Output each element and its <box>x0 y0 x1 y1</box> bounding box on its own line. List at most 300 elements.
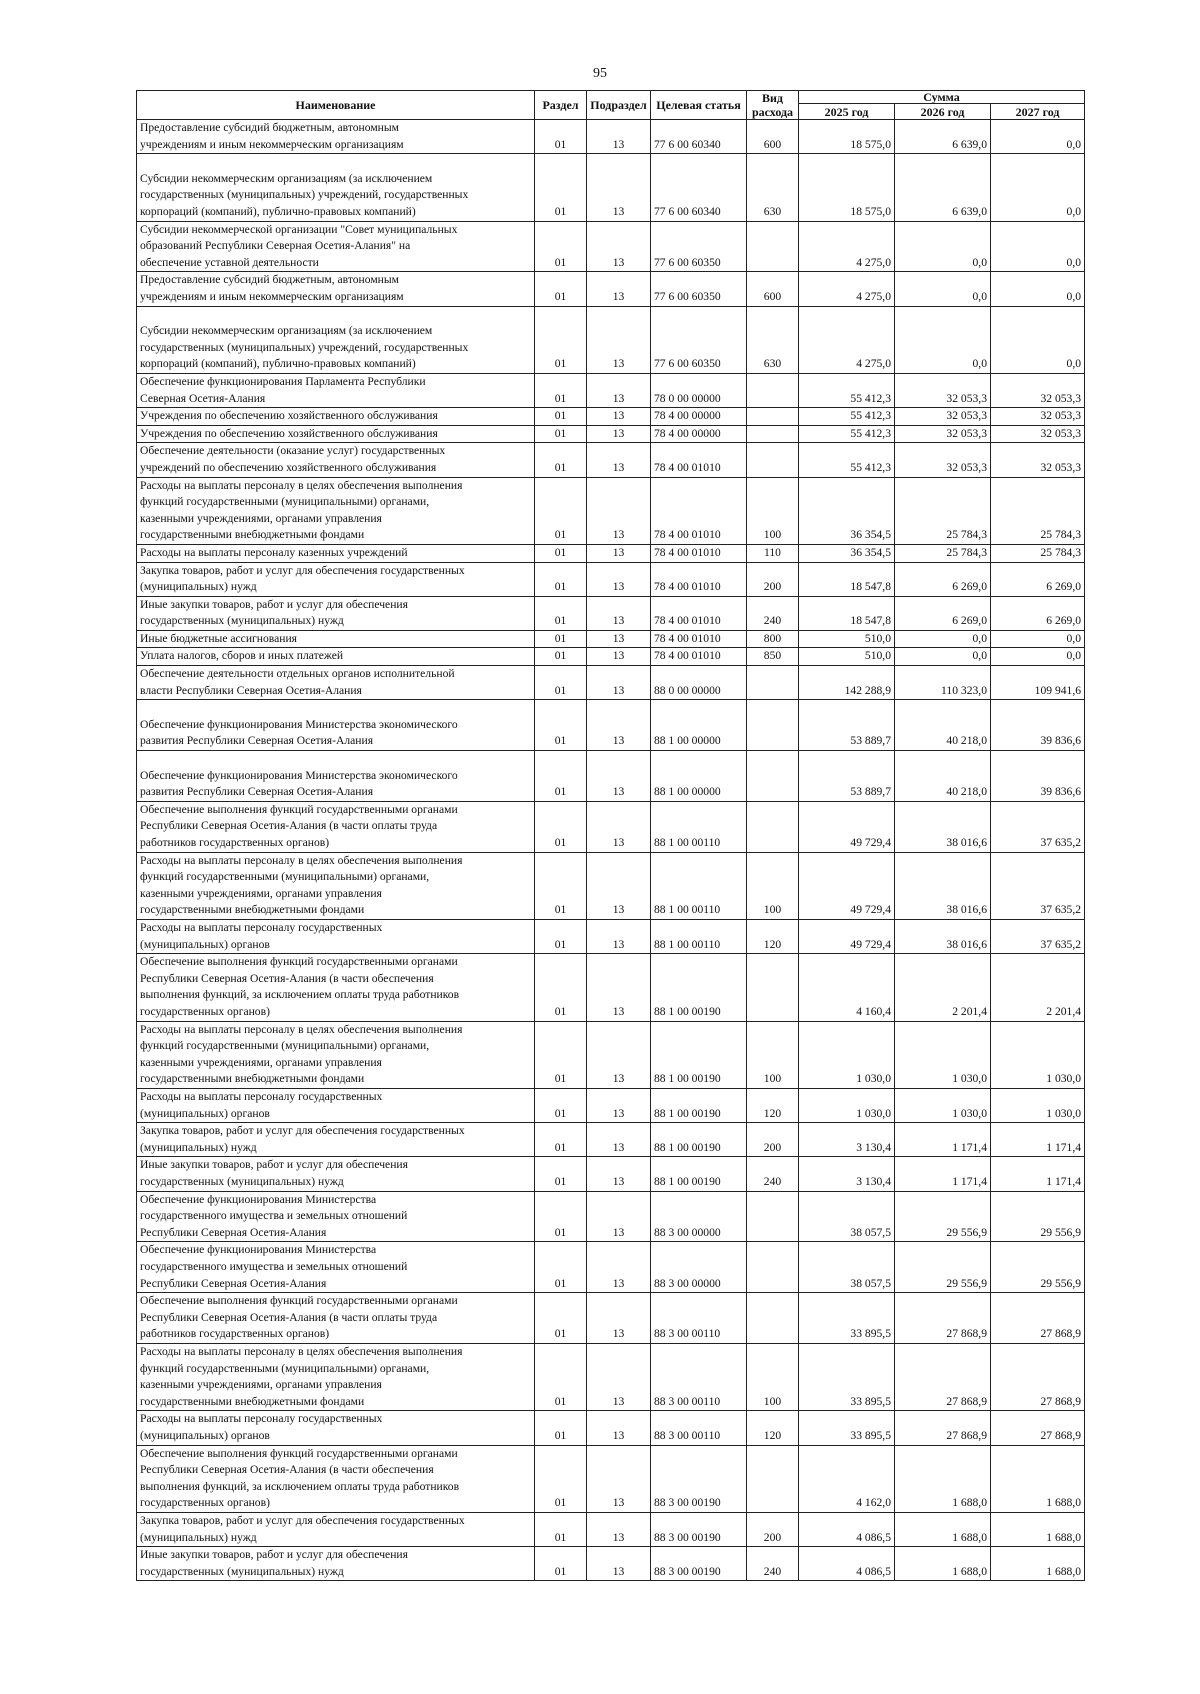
cell-type <box>747 1445 799 1512</box>
cell-target: 78 4 00 01010 <box>651 562 747 596</box>
cell-type: 100 <box>747 852 799 919</box>
table-row <box>137 1445 1085 1512</box>
cell-2026: 1 171,4 <box>895 1123 991 1157</box>
cell-2026: 6 639,0 <box>895 154 991 221</box>
cell-subsection: 13 <box>587 1021 651 1088</box>
cell-section: 01 <box>535 920 587 954</box>
cell-2025: 4 275,0 <box>799 272 895 306</box>
table-row <box>137 630 1085 648</box>
cell-2026: 0,0 <box>895 272 991 306</box>
cell-2026: 6 639,0 <box>895 120 991 154</box>
cell-type: 120 <box>747 920 799 954</box>
cell-2027: 0,0 <box>991 306 1085 373</box>
cell-name: Учреждения по обеспечению хозяйственного обслуживания <box>137 425 535 443</box>
cell-subsection: 13 <box>587 373 651 407</box>
cell-name: Обеспечение функционирования Парламента Республики Северная Осетия-Алания <box>137 373 535 407</box>
header-subsection: Подраздел <box>587 91 651 120</box>
cell-subsection: 13 <box>587 596 651 630</box>
cell-name: Расходы на выплаты персоналу государственных (муниципальных) органов <box>137 1411 535 1445</box>
cell-name: Обеспечение функционирования Министерства экономического развития Республики Северная Осетия-Алания <box>137 700 535 751</box>
cell-target: 88 3 00 00110 <box>651 1293 747 1344</box>
cell-target: 88 3 00 00190 <box>651 1512 747 1546</box>
table-row <box>137 1411 1085 1445</box>
cell-2026: 25 784,3 <box>895 477 991 544</box>
cell-subsection: 13 <box>587 801 651 852</box>
table-row <box>137 562 1085 596</box>
cell-subsection: 13 <box>587 1123 651 1157</box>
cell-type: 240 <box>747 1547 799 1581</box>
cell-section: 01 <box>535 1123 587 1157</box>
cell-2026: 1 688,0 <box>895 1547 991 1581</box>
cell-type: 200 <box>747 1512 799 1546</box>
cell-2027: 109 941,6 <box>991 666 1085 700</box>
table-row <box>137 221 1085 272</box>
cell-type: 200 <box>747 1123 799 1157</box>
cell-section: 01 <box>535 562 587 596</box>
cell-2027: 32 053,3 <box>991 425 1085 443</box>
cell-2025: 4 275,0 <box>799 306 895 373</box>
cell-subsection: 13 <box>587 1293 651 1344</box>
table-row <box>137 477 1085 544</box>
cell-2025: 1 030,0 <box>799 1021 895 1088</box>
cell-2026: 38 016,6 <box>895 852 991 919</box>
cell-section: 01 <box>535 1547 587 1581</box>
cell-2026: 32 053,3 <box>895 425 991 443</box>
cell-section: 01 <box>535 1191 587 1242</box>
cell-2025: 33 895,5 <box>799 1343 895 1410</box>
cell-section: 01 <box>535 1242 587 1293</box>
cell-name: Учреждения по обеспечению хозяйственного обслуживания <box>137 408 535 426</box>
cell-section: 01 <box>535 221 587 272</box>
cell-section: 01 <box>535 1089 587 1123</box>
table-row <box>137 596 1085 630</box>
cell-section: 01 <box>535 306 587 373</box>
cell-type: 850 <box>747 648 799 666</box>
cell-2027: 29 556,9 <box>991 1191 1085 1242</box>
cell-2025: 18 575,0 <box>799 154 895 221</box>
table-row <box>137 154 1085 221</box>
cell-2025: 18 575,0 <box>799 120 895 154</box>
cell-2027: 39 836,6 <box>991 700 1085 751</box>
cell-section: 01 <box>535 120 587 154</box>
cell-type <box>747 443 799 477</box>
cell-target: 78 4 00 01010 <box>651 648 747 666</box>
cell-2026: 27 868,9 <box>895 1411 991 1445</box>
table-row <box>137 306 1085 373</box>
cell-subsection: 13 <box>587 700 651 751</box>
cell-2027: 0,0 <box>991 120 1085 154</box>
cell-type <box>747 954 799 1021</box>
cell-name: Обеспечение выполнения функций государственными органами Республики Северная Осетия-Алания (в части оплаты труда работников государственных органов) <box>137 1293 535 1344</box>
cell-type <box>747 425 799 443</box>
cell-subsection: 13 <box>587 1445 651 1512</box>
cell-name: Иные закупки товаров, работ и услуг для обеспечения государственных (муниципальных) нужд <box>137 1157 535 1191</box>
cell-name: Расходы на выплаты персоналу казенных учреждений <box>137 544 535 562</box>
cell-2027: 25 784,3 <box>991 544 1085 562</box>
cell-2025: 3 130,4 <box>799 1157 895 1191</box>
cell-target: 78 4 00 01010 <box>651 596 747 630</box>
cell-2027: 25 784,3 <box>991 477 1085 544</box>
cell-2026: 2 201,4 <box>895 954 991 1021</box>
cell-2025: 38 057,5 <box>799 1242 895 1293</box>
cell-name: Обеспечение выполнения функций государственными органами Республики Северная Осетия-Алания (в части оплаты труда работников государственных органов) <box>137 801 535 852</box>
cell-target: 78 0 00 00000 <box>651 373 747 407</box>
cell-name: Расходы на выплаты персоналу государственных (муниципальных) органов <box>137 1089 535 1123</box>
cell-2027: 0,0 <box>991 221 1085 272</box>
cell-subsection: 13 <box>587 1343 651 1410</box>
cell-target: 88 0 00 00000 <box>651 666 747 700</box>
cell-2025: 55 412,3 <box>799 443 895 477</box>
cell-2027: 37 635,2 <box>991 801 1085 852</box>
cell-type: 630 <box>747 306 799 373</box>
cell-2027: 0,0 <box>991 630 1085 648</box>
cell-type: 240 <box>747 1157 799 1191</box>
cell-target: 88 1 00 00000 <box>651 700 747 751</box>
header-section: Раздел <box>535 91 587 120</box>
cell-name: Закупка товаров, работ и услуг для обеспечения государственных (муниципальных) нужд <box>137 562 535 596</box>
cell-name: Закупка товаров, работ и услуг для обеспечения государственных (муниципальных) нужд <box>137 1512 535 1546</box>
cell-name: Расходы на выплаты персоналу в целях обеспечения выполнения функций государственными (муниципальными) органами, казенными учреждениями, органами управления государственными внебюджетными фондами <box>137 1021 535 1088</box>
cell-2026: 6 269,0 <box>895 596 991 630</box>
cell-name: Расходы на выплаты персоналу в целях обеспечения выполнения функций государственными (муниципальными) органами, казенными учреждениями, органами управления государственными внебюджетными фондами <box>137 852 535 919</box>
table-row <box>137 666 1085 700</box>
cell-type: 100 <box>747 477 799 544</box>
cell-2025: 53 889,7 <box>799 700 895 751</box>
cell-name: Иные бюджетные ассигнования <box>137 630 535 648</box>
cell-2027: 27 868,9 <box>991 1293 1085 1344</box>
cell-section: 01 <box>535 1157 587 1191</box>
header-type: Вид расхода <box>747 91 799 120</box>
table-row <box>137 544 1085 562</box>
table-row <box>137 1021 1085 1088</box>
table-row <box>137 1123 1085 1157</box>
cell-section: 01 <box>535 425 587 443</box>
cell-2026: 0,0 <box>895 306 991 373</box>
cell-subsection: 13 <box>587 120 651 154</box>
cell-2027: 39 836,6 <box>991 751 1085 802</box>
cell-name: Уплата налогов, сборов и иных платежей <box>137 648 535 666</box>
cell-subsection: 13 <box>587 1242 651 1293</box>
cell-2025: 33 895,5 <box>799 1411 895 1445</box>
cell-section: 01 <box>535 1512 587 1546</box>
cell-name: Обеспечение выполнения функций государственными органами Республики Северная Осетия-Алания (в части обеспечения выполнения функций, за исключением оплаты труда работников государственных органов) <box>137 1445 535 1512</box>
cell-name: Иные закупки товаров, работ и услуг для обеспечения государственных (муниципальных) нужд <box>137 1547 535 1581</box>
cell-target: 78 4 00 00000 <box>651 425 747 443</box>
cell-subsection: 13 <box>587 544 651 562</box>
cell-type <box>747 221 799 272</box>
cell-target: 78 4 00 01010 <box>651 630 747 648</box>
cell-subsection: 13 <box>587 562 651 596</box>
cell-section: 01 <box>535 544 587 562</box>
cell-2025: 33 895,5 <box>799 1293 895 1344</box>
cell-type: 200 <box>747 562 799 596</box>
cell-target: 88 3 00 00110 <box>651 1411 747 1445</box>
cell-subsection: 13 <box>587 272 651 306</box>
cell-target: 78 4 00 01010 <box>651 544 747 562</box>
cell-2026: 1 030,0 <box>895 1021 991 1088</box>
cell-subsection: 13 <box>587 425 651 443</box>
cell-subsection: 13 <box>587 1411 651 1445</box>
table-row <box>137 648 1085 666</box>
budget-table <box>136 90 1085 1581</box>
cell-2026: 1 030,0 <box>895 1089 991 1123</box>
table-row <box>137 801 1085 852</box>
cell-type: 120 <box>747 1089 799 1123</box>
cell-2026: 27 868,9 <box>895 1343 991 1410</box>
table-row <box>137 1157 1085 1191</box>
cell-target: 77 6 00 60340 <box>651 120 747 154</box>
table-body <box>137 120 1085 1581</box>
cell-2025: 18 547,8 <box>799 596 895 630</box>
cell-name: Расходы на выплаты персоналу государственных (муниципальных) органов <box>137 920 535 954</box>
table-row <box>137 373 1085 407</box>
cell-subsection: 13 <box>587 852 651 919</box>
cell-2027: 1 688,0 <box>991 1445 1085 1512</box>
cell-subsection: 13 <box>587 408 651 426</box>
cell-section: 01 <box>535 596 587 630</box>
cell-2027: 27 868,9 <box>991 1411 1085 1445</box>
cell-2026: 0,0 <box>895 221 991 272</box>
cell-type: 120 <box>747 1411 799 1445</box>
cell-subsection: 13 <box>587 1512 651 1546</box>
cell-target: 88 1 00 00190 <box>651 1123 747 1157</box>
cell-2026: 25 784,3 <box>895 544 991 562</box>
cell-type <box>747 1191 799 1242</box>
cell-2027: 0,0 <box>991 272 1085 306</box>
cell-subsection: 13 <box>587 477 651 544</box>
cell-section: 01 <box>535 801 587 852</box>
cell-type <box>747 373 799 407</box>
cell-2027: 0,0 <box>991 154 1085 221</box>
cell-subsection: 13 <box>587 1547 651 1581</box>
cell-2027: 1 171,4 <box>991 1123 1085 1157</box>
cell-section: 01 <box>535 630 587 648</box>
cell-section: 01 <box>535 1445 587 1512</box>
cell-name: Субсидии некоммерческим организациям (за исключением государственных (муниципальных) учреждений, государственных корпораций (компаний), публично-правовых компаний) <box>137 154 535 221</box>
cell-2026: 1 171,4 <box>895 1157 991 1191</box>
cell-section: 01 <box>535 443 587 477</box>
cell-type <box>747 801 799 852</box>
cell-2027: 32 053,3 <box>991 443 1085 477</box>
cell-2026: 29 556,9 <box>895 1191 991 1242</box>
cell-section: 01 <box>535 1411 587 1445</box>
table-row <box>137 1547 1085 1581</box>
cell-2025: 53 889,7 <box>799 751 895 802</box>
cell-2025: 3 130,4 <box>799 1123 895 1157</box>
cell-subsection: 13 <box>587 306 651 373</box>
cell-type: 100 <box>747 1343 799 1410</box>
cell-2025: 49 729,4 <box>799 801 895 852</box>
cell-target: 88 3 00 00190 <box>651 1445 747 1512</box>
cell-2025: 49 729,4 <box>799 920 895 954</box>
cell-target: 88 3 00 00190 <box>651 1547 747 1581</box>
cell-section: 01 <box>535 373 587 407</box>
cell-type <box>747 751 799 802</box>
cell-section: 01 <box>535 1293 587 1344</box>
cell-2025: 142 288,9 <box>799 666 895 700</box>
table-row <box>137 1242 1085 1293</box>
cell-2026: 32 053,3 <box>895 408 991 426</box>
cell-name: Расходы на выплаты персоналу в целях обеспечения выполнения функций государственными (муниципальными) органами, казенными учреждениями, органами управления государственными внебюджетными фондами <box>137 477 535 544</box>
cell-2025: 510,0 <box>799 630 895 648</box>
cell-target: 77 6 00 60350 <box>651 272 747 306</box>
cell-section: 01 <box>535 700 587 751</box>
cell-target: 88 1 00 00110 <box>651 920 747 954</box>
cell-name: Обеспечение функционирования Министерства государственного имущества и земельных отношений Республики Северная Осетия-Алания <box>137 1191 535 1242</box>
cell-2027: 1 688,0 <box>991 1547 1085 1581</box>
cell-target: 88 3 00 00000 <box>651 1191 747 1242</box>
cell-2026: 27 868,9 <box>895 1293 991 1344</box>
cell-2027: 1 171,4 <box>991 1157 1085 1191</box>
cell-target: 88 1 00 00190 <box>651 1157 747 1191</box>
table-row <box>137 272 1085 306</box>
cell-section: 01 <box>535 272 587 306</box>
cell-target: 88 1 00 00000 <box>651 751 747 802</box>
table-row <box>137 408 1085 426</box>
cell-2027: 29 556,9 <box>991 1242 1085 1293</box>
cell-target: 78 4 00 01010 <box>651 477 747 544</box>
cell-2025: 55 412,3 <box>799 408 895 426</box>
cell-section: 01 <box>535 751 587 802</box>
cell-2027: 32 053,3 <box>991 373 1085 407</box>
cell-2025: 4 160,4 <box>799 954 895 1021</box>
cell-2026: 0,0 <box>895 630 991 648</box>
cell-type: 600 <box>747 272 799 306</box>
cell-type: 110 <box>747 544 799 562</box>
cell-type: 800 <box>747 630 799 648</box>
table-row <box>137 1293 1085 1344</box>
cell-type: 240 <box>747 596 799 630</box>
cell-name: Обеспечение деятельности отдельных органов исполнительной власти Республики Северная Осетия-Алания <box>137 666 535 700</box>
cell-type <box>747 1242 799 1293</box>
cell-subsection: 13 <box>587 443 651 477</box>
cell-2026: 110 323,0 <box>895 666 991 700</box>
table-row <box>137 852 1085 919</box>
table-row <box>137 700 1085 751</box>
cell-2027: 1 030,0 <box>991 1089 1085 1123</box>
cell-name: Обеспечение выполнения функций государственными органами Республики Северная Осетия-Алания (в части обеспечения выполнения функций, за исключением оплаты труда работников государственных органов) <box>137 954 535 1021</box>
cell-type: 600 <box>747 120 799 154</box>
cell-name: Обеспечение деятельности (оказание услуг) государственных учреждений по обеспечению хозяйственного обслуживания <box>137 443 535 477</box>
table-row <box>137 425 1085 443</box>
cell-section: 01 <box>535 954 587 1021</box>
cell-2027: 6 269,0 <box>991 596 1085 630</box>
cell-subsection: 13 <box>587 221 651 272</box>
cell-name: Закупка товаров, работ и услуг для обеспечения государственных (муниципальных) нужд <box>137 1123 535 1157</box>
cell-2027: 37 635,2 <box>991 852 1085 919</box>
cell-2026: 40 218,0 <box>895 751 991 802</box>
table-row <box>137 1191 1085 1242</box>
table-row <box>137 120 1085 154</box>
cell-subsection: 13 <box>587 1089 651 1123</box>
cell-2026: 0,0 <box>895 648 991 666</box>
header-sum: Сумма <box>799 91 1085 104</box>
cell-section: 01 <box>535 154 587 221</box>
cell-2026: 1 688,0 <box>895 1445 991 1512</box>
table-row <box>137 1512 1085 1546</box>
cell-subsection: 13 <box>587 920 651 954</box>
cell-2026: 40 218,0 <box>895 700 991 751</box>
table-row <box>137 751 1085 802</box>
table-row <box>137 443 1085 477</box>
cell-name: Обеспечение функционирования Министерства экономического развития Республики Северная Осетия-Алания <box>137 751 535 802</box>
cell-subsection: 13 <box>587 751 651 802</box>
header-2025: 2025 год <box>799 104 895 120</box>
cell-subsection: 13 <box>587 648 651 666</box>
cell-2025: 4 162,0 <box>799 1445 895 1512</box>
cell-name: Обеспечение функционирования Министерства государственного имущества и земельных отношений Республики Северная Осетия-Алания <box>137 1242 535 1293</box>
cell-subsection: 13 <box>587 954 651 1021</box>
cell-subsection: 13 <box>587 154 651 221</box>
header-name: Наименование <box>137 91 535 120</box>
cell-2027: 1 688,0 <box>991 1512 1085 1546</box>
cell-section: 01 <box>535 1343 587 1410</box>
table-row <box>137 920 1085 954</box>
cell-target: 88 3 00 00110 <box>651 1343 747 1410</box>
cell-target: 77 6 00 60350 <box>651 306 747 373</box>
cell-name: Предоставление субсидий бюджетным, автономным учреждениям и иным некоммерческим организациям <box>137 120 535 154</box>
cell-2027: 2 201,4 <box>991 954 1085 1021</box>
cell-subsection: 13 <box>587 630 651 648</box>
cell-target: 77 6 00 60340 <box>651 154 747 221</box>
cell-section: 01 <box>535 648 587 666</box>
page-number: 95 <box>593 66 607 81</box>
cell-2025: 4 086,5 <box>799 1547 895 1581</box>
cell-2025: 36 354,5 <box>799 477 895 544</box>
cell-target: 88 1 00 00110 <box>651 852 747 919</box>
cell-section: 01 <box>535 852 587 919</box>
cell-2026: 1 688,0 <box>895 1512 991 1546</box>
cell-name: Иные закупки товаров, работ и услуг для обеспечения государственных (муниципальных) нужд <box>137 596 535 630</box>
cell-target: 78 4 00 01010 <box>651 443 747 477</box>
cell-type: 630 <box>747 154 799 221</box>
cell-section: 01 <box>535 408 587 426</box>
cell-2026: 32 053,3 <box>895 373 991 407</box>
cell-target: 78 4 00 00000 <box>651 408 747 426</box>
cell-section: 01 <box>535 1021 587 1088</box>
cell-type <box>747 408 799 426</box>
cell-2025: 4 275,0 <box>799 221 895 272</box>
cell-section: 01 <box>535 666 587 700</box>
cell-2026: 38 016,6 <box>895 801 991 852</box>
cell-target: 88 1 00 00190 <box>651 1089 747 1123</box>
cell-2025: 55 412,3 <box>799 373 895 407</box>
cell-type: 100 <box>747 1021 799 1088</box>
header-2027: 2027 год <box>991 104 1085 120</box>
cell-target: 88 3 00 00000 <box>651 1242 747 1293</box>
cell-name: Предоставление субсидий бюджетным, автономным учреждениям и иным некоммерческим организациям <box>137 272 535 306</box>
cell-section: 01 <box>535 477 587 544</box>
cell-type <box>747 666 799 700</box>
cell-2025: 36 354,5 <box>799 544 895 562</box>
cell-2026: 29 556,9 <box>895 1242 991 1293</box>
cell-2025: 4 086,5 <box>799 1512 895 1546</box>
cell-2026: 32 053,3 <box>895 443 991 477</box>
cell-2025: 1 030,0 <box>799 1089 895 1123</box>
cell-type <box>747 1293 799 1344</box>
cell-target: 88 1 00 00190 <box>651 1021 747 1088</box>
header-target: Целевая статья <box>651 91 747 120</box>
cell-name: Субсидии некоммерческим организациям (за исключением государственных (муниципальных) учреждений, государственных корпораций (компаний), публично-правовых компаний) <box>137 306 535 373</box>
cell-subsection: 13 <box>587 666 651 700</box>
cell-2027: 27 868,9 <box>991 1343 1085 1410</box>
cell-2027: 37 635,2 <box>991 920 1085 954</box>
cell-2025: 510,0 <box>799 648 895 666</box>
cell-2027: 1 030,0 <box>991 1021 1085 1088</box>
table-row <box>137 954 1085 1021</box>
cell-2027: 6 269,0 <box>991 562 1085 596</box>
cell-type <box>747 700 799 751</box>
